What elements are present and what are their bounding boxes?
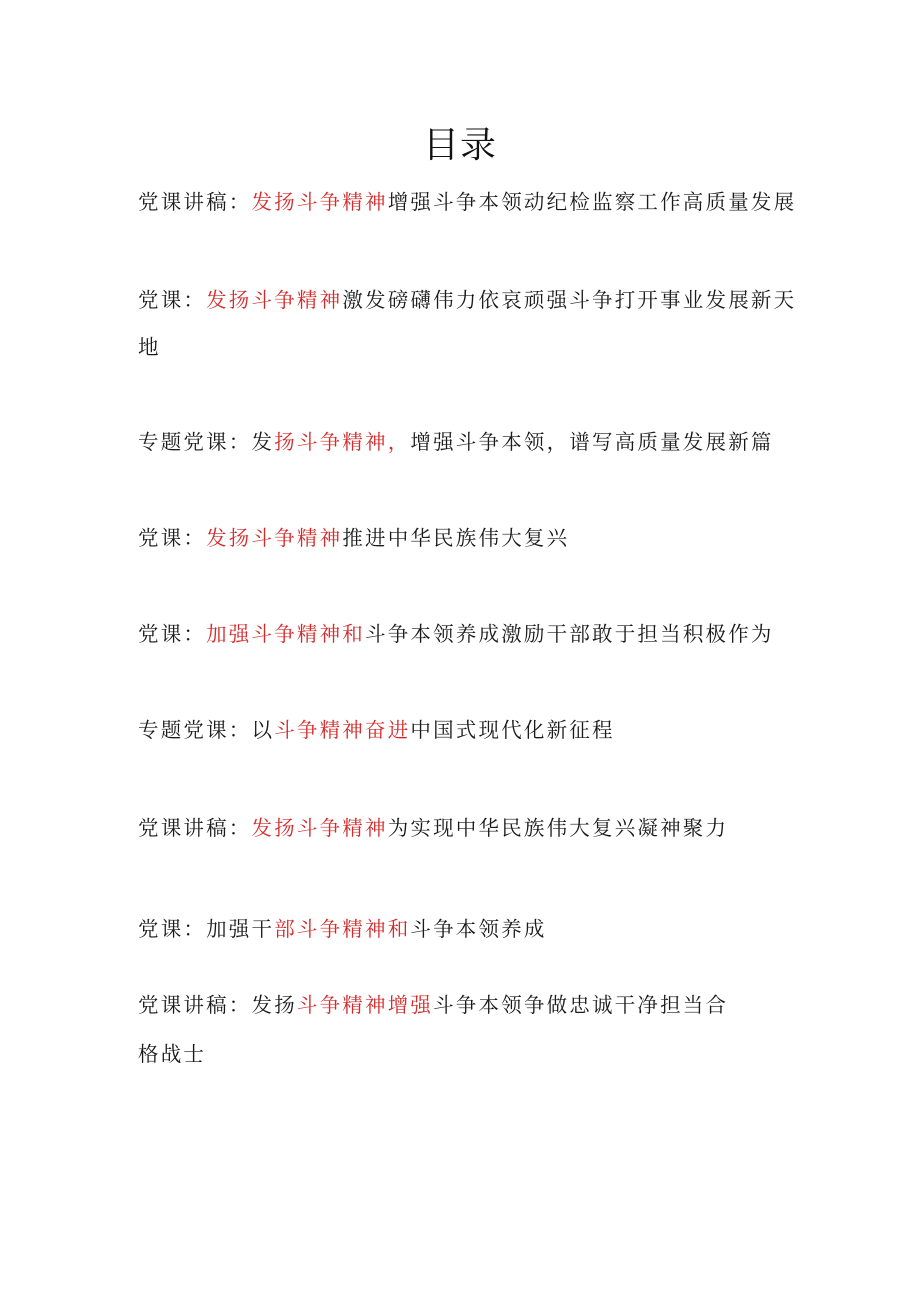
toc-entry-8-rest: 斗争本领养成 [410,917,547,941]
toc-entry-9-rest: 斗争本领争做忠诚干净担当合 [433,993,729,1017]
toc-entry-9 [138,991,728,1019]
toc-entry-2-prefix: 党课： [138,288,207,312]
toc-entry-7-rest: 为实现中华民族伟大复兴凝神聚力 [387,816,729,840]
toc-entry-2-highlight: 发扬斗争精神 [206,288,343,312]
toc-entry-4-prefix: 党课： [138,526,207,550]
toc-entry-2 [138,286,796,314]
toc-entry-7-prefix: 党课讲稿： [138,816,252,840]
toc-entry-8-highlight: 部斗争精神和 [274,917,411,941]
toc-entry-5-rest: 斗争本领养成激励干部敢于担当积极作为 [365,622,774,646]
toc-entry-1-highlight: 发扬斗争精神 [251,190,388,214]
toc-entry-6-highlight: 斗争精神奋进 [274,718,411,742]
toc-entry-9-wrap: 格战士 [138,1042,207,1066]
toc-entry-9-highlight: 斗争精神增强 [296,993,434,1017]
toc-entry-5 [138,620,774,648]
toc-entry-4-rest: 推进中华民族伟大复兴 [342,526,570,550]
toc-entry-2-wrap: 地 [138,335,161,359]
toc-entry-8-prefix: 党课：加强干 [138,917,275,941]
toc-entry-2-rest: 激发磅礴伟力依哀顽强斗争打开事业发展新天 [342,288,797,312]
toc-entry-1-prefix: 党课讲稿： [138,190,252,214]
toc-entry-1-rest: 增强斗争本领动纪检监察工作高质量发展 [387,190,797,214]
toc-entry-5-highlight: 加强斗争精神和 [206,622,366,646]
toc-entry-9-prefix: 党课讲稿：发扬 [138,993,297,1017]
toc-entry-3 [138,428,774,456]
toc-entry-6 [138,716,615,744]
toc-entry-3-prefix: 专题党课：发 [138,430,275,454]
toc-entry-2-continuation [138,333,161,361]
toc-entry-6-prefix: 专题党课：以 [138,718,275,742]
toc-entry-1 [138,188,796,216]
toc-entry-6-rest: 中国式现代化新征程 [410,718,615,742]
toc-entry-3-highlight: 扬斗争精神， [274,430,411,454]
toc-entry-8 [138,915,547,943]
toc-entry-9-continuation [138,1040,206,1068]
toc-entry-5-prefix: 党课： [138,622,207,646]
toc-entry-7 [138,814,728,842]
toc-title: 目录 [422,125,497,166]
toc-entry-3-rest: 增强斗争本领，谱写高质量发展新篇 [410,430,774,454]
toc-entry-4 [138,524,569,552]
toc-entry-7-highlight: 发扬斗争精神 [251,816,388,840]
toc-entry-4-highlight: 发扬斗争精神 [206,526,343,550]
